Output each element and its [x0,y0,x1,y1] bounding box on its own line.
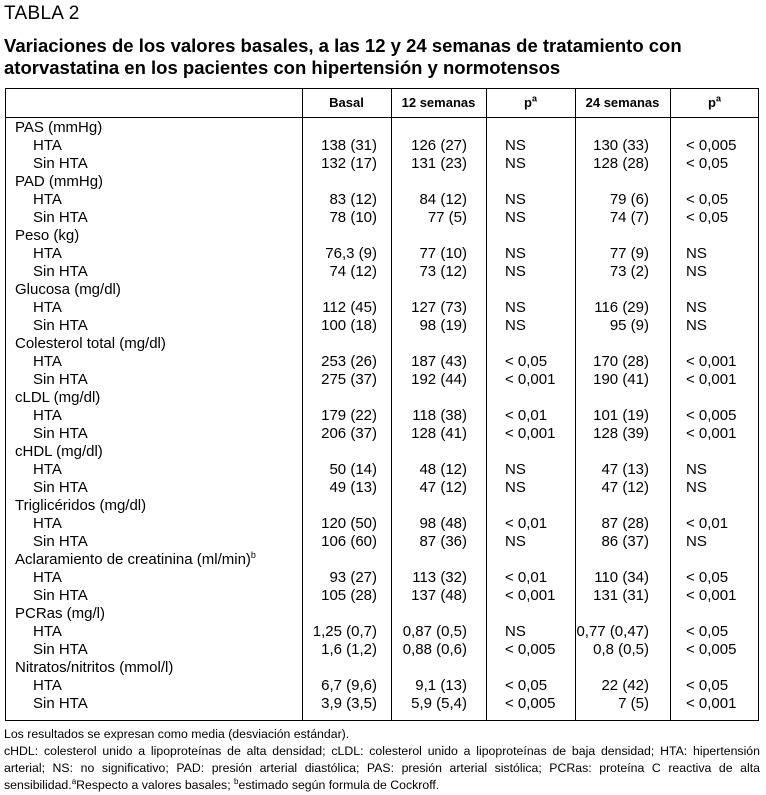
group-label: PCRas (mg/l) [15,605,106,622]
header-p-24: $p^a$ [708,93,721,110]
cell-p-12: < 0,005 [505,641,556,658]
cell-p-24: < 0,05 [686,209,729,226]
cell-p-24: < 0,001 [686,371,737,388]
table-row [0,137,766,155]
cell-12-semanas: 131 (23) [411,155,467,172]
group-row [0,605,766,623]
table-row [0,677,766,695]
table-row [0,461,766,479]
cell-basal: 50 (14) [329,461,377,478]
cell-24-semanas: 77 (9) [609,245,649,262]
row-label: HTA [33,191,62,208]
cell-12-semanas: 48 (12) [419,461,467,478]
group-row [0,281,766,299]
table-row [0,407,766,425]
cell-p-24: < 0,05 [686,569,729,586]
cell-p-12: NS [505,191,526,208]
cell-24-semanas: 130 (33) [593,137,649,154]
cell-12-semanas: 9,1 (13) [415,677,467,694]
group-label: Nitratos/nitritos (mmol/l) [15,659,174,676]
cell-12-semanas: 5,9 (5,4) [411,695,467,712]
cell-p-24: < 0,01 [686,515,729,532]
cell-p-12: NS [505,479,526,496]
footnote-units: Los resultados se expresan como media (desviación estándar). [4,727,350,741]
cell-p-12: NS [505,533,526,550]
cell-p-12: NS [505,299,526,316]
cell-basal: 275 (37) [321,371,377,388]
cell-p-12: NS [505,263,526,280]
cell-p-24: < 0,005 [686,407,737,424]
table-row [0,425,766,443]
cell-p-24: NS [686,299,707,316]
cell-24-semanas: 22 (42) [601,677,649,694]
group-label: Peso (kg) [15,227,80,244]
group-row [0,227,766,245]
row-label: HTA [33,677,62,694]
cell-12-semanas: 84 (12) [419,191,467,208]
cell-p-12: NS [505,137,526,154]
table-row [0,479,766,497]
cell-p-24: < 0,05 [686,623,729,640]
cell-12-semanas: 98 (19) [419,317,467,334]
row-label: Sin HTA [33,371,88,388]
cell-p-12: < 0,005 [505,695,556,712]
row-label: Sin HTA [33,695,88,712]
table-row [0,515,766,533]
cell-basal: 106 (60) [321,533,377,550]
cell-12-semanas: 0,87 (0,5) [402,623,467,640]
cell-basal: 105 (28) [321,587,377,604]
group-label: Colesterol total (mg/dl) [15,335,166,352]
cell-basal: 6,7 (9,6) [321,677,377,694]
cell-p-12: < 0,001 [505,425,556,442]
cell-24-semanas: 86 (37) [601,533,649,550]
group-row [0,335,766,353]
cell-basal: 74 (12) [329,263,377,280]
cell-basal: 132 (17) [321,155,377,172]
row-label: Sin HTA [33,533,88,550]
row-label: HTA [33,515,62,532]
row-label: HTA [33,353,62,370]
cell-12-semanas: 0,88 (0,6) [402,641,467,658]
table-row [0,263,766,281]
table-row [0,317,766,335]
cell-p-12: NS [505,461,526,478]
table-row [0,299,766,317]
cell-p-12: NS [505,155,526,172]
table-row [0,245,766,263]
cell-p-24: < 0,05 [686,191,729,208]
group-row [0,389,766,407]
row-label: Sin HTA [33,263,88,280]
cell-p-24: NS [686,479,707,496]
table-row [0,587,766,605]
cell-p-12: < 0,001 [505,371,556,388]
group-label: Triglicéridos (mg/dl) [15,497,147,514]
cell-24-semanas: 128 (28) [593,155,649,172]
cell-12-semanas: 73 (12) [419,263,467,280]
cell-12-semanas: 118 (38) [412,407,467,424]
cell-24-semanas: 7 (5) [618,695,649,712]
row-label: Sin HTA [33,587,88,604]
row-label: HTA [33,299,62,316]
cell-p-12: NS [505,317,526,334]
table-row [0,569,766,587]
cell-p-12: < 0,05 [505,677,548,694]
cell-24-semanas: 47 (12) [601,479,649,496]
row-label: HTA [33,461,62,478]
cell-12-semanas: 77 (10) [419,245,467,262]
table-row [0,209,766,227]
cell-12-semanas: 87 (36) [419,533,467,550]
row-label: Sin HTA [33,479,88,496]
cell-24-semanas: 110 (34) [594,569,649,586]
group-label: PAS (mmHg) [15,119,103,136]
cell-p-12: NS [505,245,526,262]
cell-basal: 206 (37) [321,425,377,442]
cell-12-semanas: 47 (12) [419,479,467,496]
cell-24-semanas: 101 (19) [593,407,649,424]
cell-12-semanas: 77 (5) [427,209,467,226]
cell-basal: 83 (12) [329,191,377,208]
cell-p-24: < 0,005 [686,137,737,154]
cell-basal: 100 (18) [321,317,377,334]
table-footnotes [4,726,760,794]
cell-p-12: NS [505,623,526,640]
cell-12-semanas: 187 (43) [411,353,467,370]
cell-12-semanas: 128 (41) [411,425,467,442]
group-row [0,119,766,137]
footnote-abbreviations: cHDL: colesterol unido a lipoproteínas de alta densidad; cLDL: colesterol unido a lipoproteínas de baja densidad; HTA: hipertensión arterial; NS: no significativo; PAD: presión arterial diastólica; PAS: presión arterial sistólica; PCRas: proteína C reactiva de alta sensibilidad.$^a$Respecto a valores basales; $^b$estimado según formula de Cockroff. [4,744,760,792]
group-row [0,497,766,515]
cell-12-semanas: 127 (73) [411,299,467,316]
cell-12-semanas: 137 (48) [411,587,467,604]
row-label: HTA [33,137,62,154]
table-row [0,533,766,551]
table-label: TABLA 2 [4,3,80,24]
table-row [0,371,766,389]
cell-24-semanas: 74 (7) [609,209,649,226]
cell-p-24: < 0,001 [686,587,737,604]
cell-basal: 112 (45) [322,299,377,316]
header-divider [5,117,759,118]
row-label: HTA [33,569,62,586]
cell-basal: 3,9 (3,5) [321,695,377,712]
group-label: cLDL (mg/dl) [15,389,101,406]
cell-24-semanas: 95 (9) [609,317,649,334]
cell-basal: 76,3 (9) [325,245,377,262]
row-label: HTA [33,245,62,262]
row-label: HTA [33,623,62,640]
header-p-12: $p^a$ [524,93,537,110]
group-label: cHDL (mg/dl) [15,443,103,460]
group-row [0,551,766,569]
header-24-semanas: 24 semanas [585,95,660,110]
table-caption: Variaciones de los valores basales, a las 12 y 24 semanas de tratamiento con atorvastatina en los pacientes con hipertensión y normotensos [4,35,682,78]
table-row [0,695,766,713]
group-row [0,173,766,191]
group-label: Aclaramiento de creatinina $(ml/\min)^b$ [15,550,256,568]
table-row [0,155,766,173]
cell-p-24: NS [686,317,707,334]
table-row [0,191,766,209]
header-basal: Basal [329,95,364,110]
header-12-semanas: 12 semanas [401,95,476,110]
cell-12-semanas: 113 (32) [412,569,467,586]
cell-p-24: < 0,05 [686,677,729,694]
cell-p-24: < 0,05 [686,155,729,172]
cell-p-24: NS [686,263,707,280]
cell-24-semanas: 116 (29) [594,299,649,316]
cell-p-12: NS [505,209,526,226]
cell-12-semanas: 98 (48) [419,515,467,532]
cell-p-24: < 0,001 [686,695,737,712]
cell-basal: 179 (22) [321,407,377,424]
cell-p-24: NS [686,461,707,478]
table-body [0,119,766,713]
cell-24-semanas: 0,8 (0,5) [593,641,649,658]
row-label: HTA [33,407,62,424]
cell-24-semanas: 47 (13) [601,461,649,478]
row-label: Sin HTA [33,425,88,442]
cell-p-12: < 0,01 [505,515,548,532]
row-label: Sin HTA [33,209,88,226]
cell-p-24: < 0,001 [686,353,737,370]
cell-24-semanas: 79 (6) [609,191,649,208]
cell-24-semanas: 170 (28) [593,353,649,370]
group-label: Glucosa (mg/dl) [15,281,121,298]
cell-p-12: < 0,01 [505,407,548,424]
table-row [0,623,766,641]
cell-p-12: < 0,01 [505,569,548,586]
cell-12-semanas: 126 (27) [411,137,467,154]
group-row [0,659,766,677]
cell-p-12: < 0,05 [505,353,548,370]
group-label: PAD (mmHg) [15,173,104,190]
row-label: Sin HTA [33,317,88,334]
table-row [0,353,766,371]
cell-basal: 138 (31) [321,137,377,154]
cell-24-semanas: 87 (28) [601,515,649,532]
row-label: Sin HTA [33,641,88,658]
cell-basal: 1,25 (0,7) [312,623,377,640]
cell-p-12: < 0,001 [505,587,556,604]
cell-basal: 49 (13) [329,479,377,496]
cell-24-semanas: 131 (31) [593,587,649,604]
cell-24-semanas: 0,77 (0,47) [576,623,649,640]
cell-24-semanas: 128 (39) [593,425,649,442]
cell-24-semanas: 73 (2) [609,263,649,280]
cell-p-24: NS [686,245,707,262]
row-label: Sin HTA [33,155,88,172]
cell-p-24: NS [686,533,707,550]
group-row [0,443,766,461]
table-row [0,641,766,659]
cell-basal: 253 (26) [321,353,377,370]
cell-12-semanas: 192 (44) [411,371,467,388]
cell-p-24: < 0,001 [686,425,737,442]
cell-24-semanas: 190 (41) [593,371,649,388]
cell-basal: 120 (50) [321,515,377,532]
cell-basal: 78 (10) [329,209,377,226]
cell-p-24: < 0,005 [686,641,737,658]
cell-basal: 93 (27) [329,569,377,586]
cell-basal: 1,6 (1,2) [321,641,377,658]
